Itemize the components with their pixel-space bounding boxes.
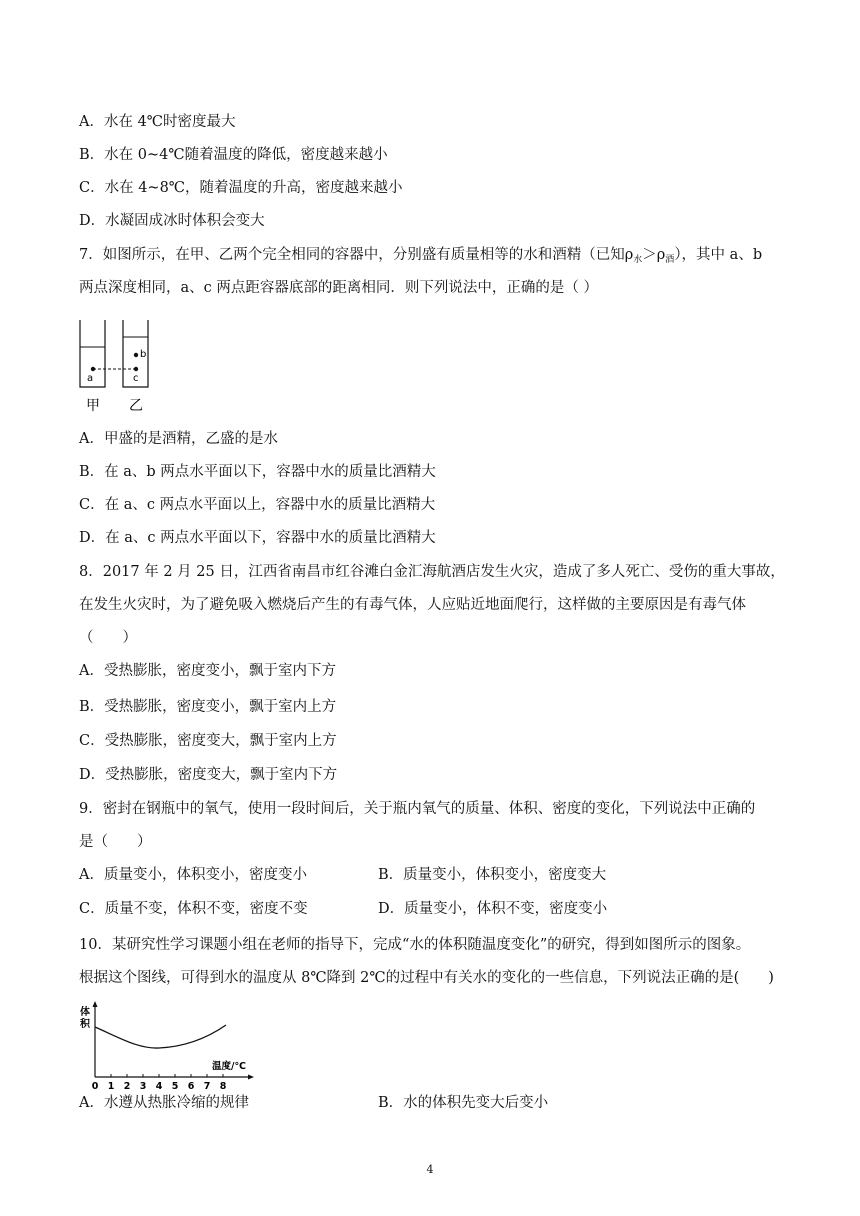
point-a [91,367,95,371]
q7-subscript-water: 水 [633,255,643,265]
q6-option-d: D．水凝固成冰时体积会变大 [79,213,265,229]
caption-yi: 乙 [129,398,143,414]
q8-stem-line-1: 8．2017 年 2 月 25 日，江西省南昌市红谷滩白金汇海航酒店发生火灾，造成了多人死亡、受伤的重大事故， [79,564,785,580]
q7-stem-line-2: 两点深度相同，a、c 两点距容器底部的距离相同．则下列说法中，正确的是（ ） [79,280,598,296]
caption-jia: 甲 [86,398,100,414]
x-tick-label: 5 [171,1081,179,1089]
label-c: c [133,373,139,384]
x-tick-label: 7 [203,1081,211,1089]
q7-option-b: B．在 a、b 两点水平面以下，容器中水的质量比酒精大 [79,464,436,480]
q10-stem-line-2: 根据这个图线，可得到水的温度从 8℃降到 2℃的过程中有关水的变化的一些信息，下列说法正确的是( ) [79,970,774,986]
point-c [134,367,138,371]
x-tick-label: 0 [91,1081,99,1089]
y-axis-arrow [93,1001,98,1007]
x-tick-label: 2 [123,1081,131,1089]
point-b [134,353,138,357]
q10-option-a: A．水遵从热胀冷缩的规律 [79,1095,249,1111]
page-number: 4 [426,1163,434,1176]
q7-greater-than: ＞ρ [642,247,666,263]
q8-option-a: A．受热膨胀，密度变小，飘于室内下方 [79,663,336,679]
label-a: a [87,373,94,384]
q7-stem-text-a: 7．如图所示，在甲、乙两个完全相同的容器中，分别盛有质量相等的水和酒精（已知ρ [79,247,634,263]
x-tick-label: 4 [155,1081,163,1089]
volume-curve [95,1025,226,1048]
q9-option-d: D．质量变小，体积不变，密度变小 [378,901,608,917]
q8-option-d: D．受热膨胀，密度变大，飘于室内下方 [79,767,338,783]
x-tick-label: 6 [187,1081,195,1089]
q7-option-d: D．在 a、c 两点水平面以下，容器中水的质量比酒精大 [79,530,436,546]
q10-option-b: B．水的体积先变大后变小 [378,1095,549,1111]
q7-stem-line-1 [79,245,762,270]
q6-option-b: B．水在 0~4℃随着温度的降低，密度越来越小 [79,147,388,163]
q9-stem-line-1: 9．密封在钢瓶中的氧气，使用一段时间后，关于瓶内氧气的质量、体积、密度的变化，下列说法中正确的 [79,801,756,817]
q7-containers-figure [76,314,166,418]
q8-option-c: C．受热膨胀，密度变大，飘于室内上方 [79,733,337,749]
q9-option-a: A．质量变小，体积变小，密度变小 [79,867,307,883]
q7-option-a: A．甲盛的是酒精，乙盛的是水 [79,431,278,447]
q8-option-b: B．受热膨胀，密度变小，飘于室内上方 [79,699,337,715]
q8-stem-line-2: 在发生火灾时，为了避免吸入燃烧后产生的有毒气体，人应贴近地面爬行，这样做的主要原因是有毒气体 [79,597,746,613]
q6-option-c: C．水在 4~8℃，随着温度的升高，密度越来越小 [79,180,403,196]
q7-option-c: C．在 a、c 两点水平面以上，容器中水的质量比酒精大 [79,497,436,513]
q7-subscript-alcohol: 酒 [665,255,675,265]
q9-option-c: C．质量不变，体积不变，密度不变 [79,901,308,917]
y-label-char-1: 体 [80,1007,90,1018]
q10-stem-line-1: 10．某研究性学习课题小组在老师的指导下，完成“水的体积随温度变化”的研究，得到如图所示的图象。 [79,937,751,953]
x-axis-arrow [248,1075,254,1080]
label-b: b [140,349,147,360]
x-tick-label: 1 [107,1081,115,1089]
q7-stem-text-b: ），其中 a、b [674,247,763,263]
y-label-char-2: 积 [80,1019,90,1030]
q8-stem-line-3: （ ） [79,630,137,646]
q10-volume-temperature-graph [78,1001,258,1093]
x-tick-label: 3 [139,1081,147,1089]
q9-option-b: B．质量变小，体积变小，密度变大 [378,867,607,883]
q9-stem-line-2: 是（ ） [79,834,152,850]
q6-option-a: A．水在 4℃时密度最大 [79,114,236,130]
x-tick-label: 8 [219,1081,227,1089]
x-axis-label: 温度/℃ [212,1061,246,1072]
